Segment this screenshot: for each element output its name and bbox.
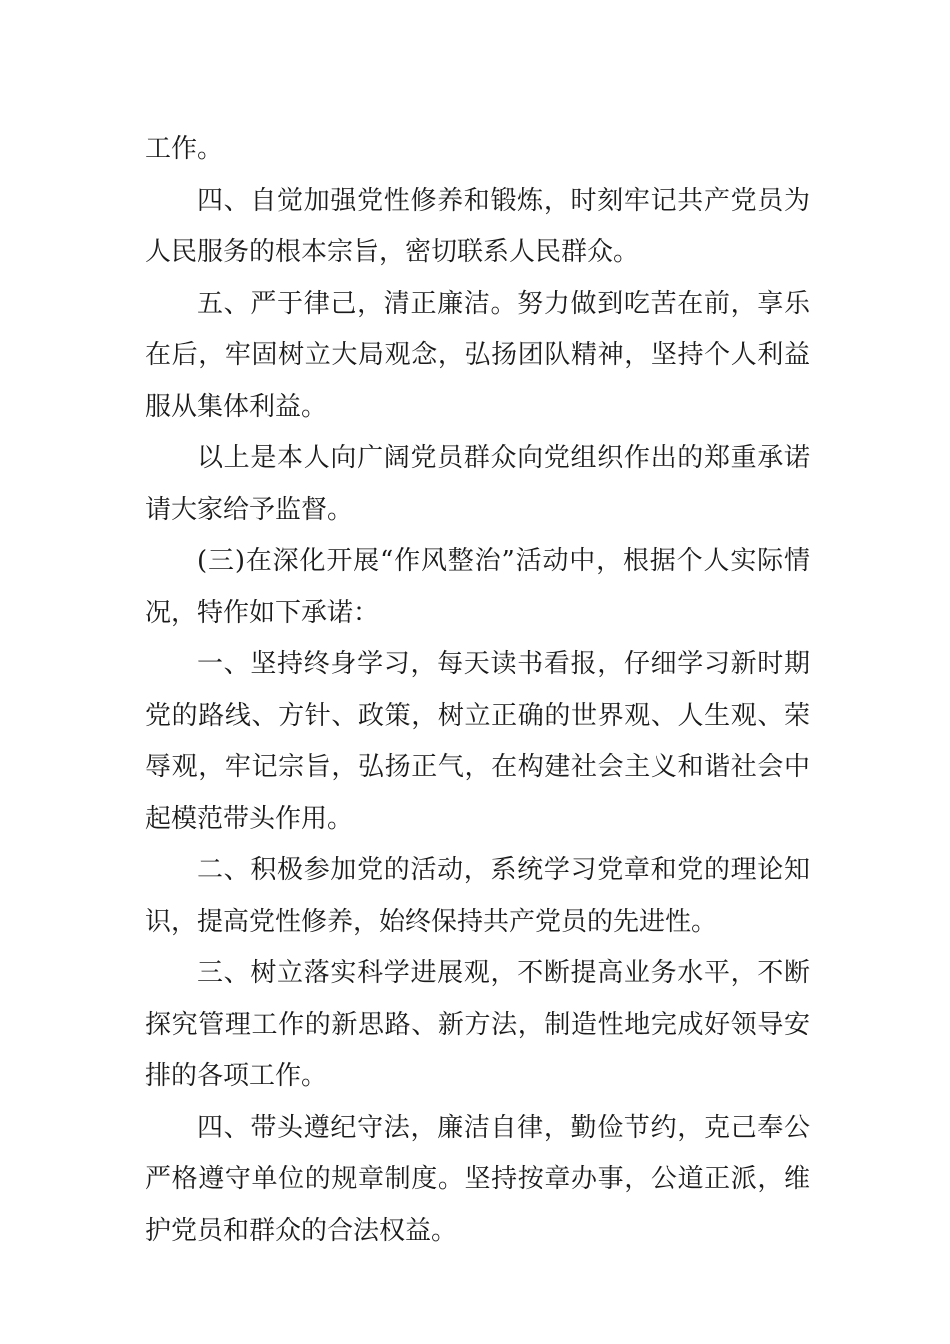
paragraph-section-3-intro: (三)在深化开展“作风整治”活动中，根据个人实际情况，特作如下承诺： [145,546,810,628]
paragraph-item-5-integrity: 五、严于律己，清正廉洁。努力做到吃苦在前，享乐在后，牢固树立大局观念，弘扬团队精神，坚持个人利益服从集体利益。 [145,288,810,422]
paragraph-item-3-development: 三、树立落实科学进展观，不断提高业务水平，不断探究管理工作的新思路、新方法，制造性地完成好领导安排的各项工作。 [145,958,810,1091]
paragraph-item-1-study: 一、坚持终身学习，每天读书看报，仔细学习新时期党的路线、方针、政策，树立正确的世界观、人生观、荣辱观，牢记宗旨，弘扬正气，在构建社会主义和谐社会中起模范带头作用。 [145,649,810,834]
paragraph-pledge-summary: 以上是本人向广阔党员群众向党组织作出的郑重承诺请大家给予监督。 [145,443,810,525]
paragraph-item-4-self-cultivation: 四、自觉加强党性修养和锻炼，时刻牢记共产党员为人民服务的根本宗旨，密切联系人民群众。 [145,185,810,267]
paragraph-item-2-activities: 二、积极参加党的活动，系统学习党章和党的理论知识，提高党性修养，始终保持共产党员的先进性。 [145,855,810,937]
document-body [145,124,810,1257]
paragraph-item-4-discipline: 四、带头遵纪守法，廉洁自律，勤俭节约，克己奉公严格遵守单位的规章制度。坚持按章办事，公道正派，维护党员和群众的合法权益。 [145,1112,810,1246]
paragraph-continuation: 工作。 [145,134,224,164]
